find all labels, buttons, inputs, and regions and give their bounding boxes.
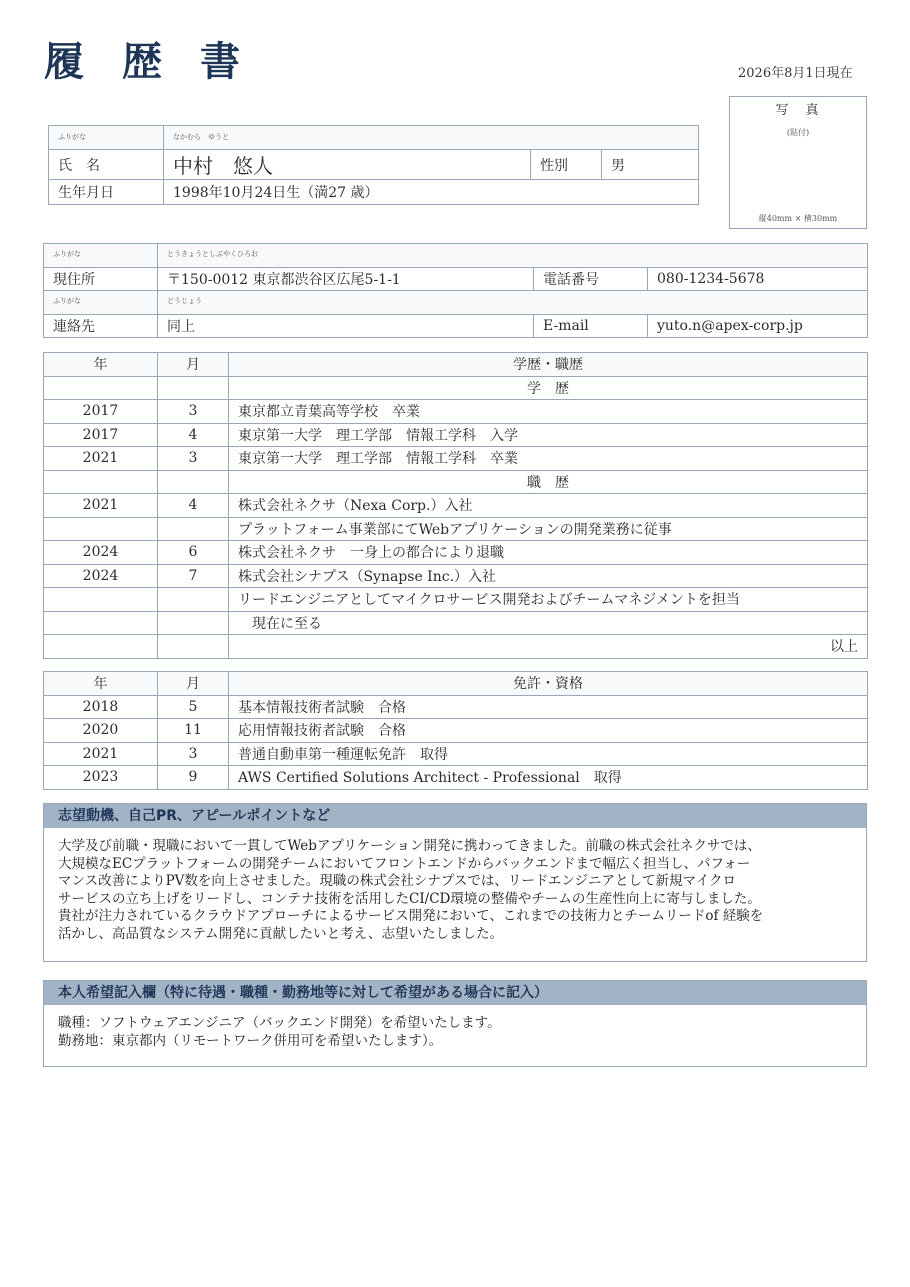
table-row xyxy=(44,611,868,635)
license-year: 2018 xyxy=(44,695,158,719)
as-of-date: 2026年8月1日現在 xyxy=(738,66,853,81)
address-label: 現住所 xyxy=(44,268,158,291)
table-row xyxy=(44,470,868,494)
license-month: 9 xyxy=(158,766,229,790)
table-row xyxy=(44,695,868,719)
license-content: 普通自動車第一種運転免許 取得 xyxy=(229,742,868,766)
pr-heading: 志望動機、自己PR、アピールポイントなど xyxy=(44,804,866,828)
license-month: 5 xyxy=(158,695,229,719)
history-month: 6 xyxy=(158,541,229,565)
address-value: 〒150-0012 東京都渋谷区広尾5-1-1 xyxy=(158,268,534,291)
license-table xyxy=(43,671,868,790)
history-year xyxy=(44,588,158,612)
history-month: 4 xyxy=(158,494,229,518)
birth-label: 生年月日 xyxy=(49,180,164,205)
document-title: 履歴書 xyxy=(44,38,278,85)
pr-line: マンス改善によりPV数を向上させました。現職の株式会社シナプスでは、リードエンジニアとして新規マイクロ xyxy=(58,873,736,889)
photo-size-note: 縦40mm × 横30mm xyxy=(758,214,838,223)
history-content: 現在に至る xyxy=(229,611,868,635)
wish-line: 職種：ソフトウェアエンジニア（バックエンド開発）を希望いたします。 xyxy=(58,1015,501,1031)
history-year: 2024 xyxy=(44,564,158,588)
history-content: 職 歴 xyxy=(229,470,868,494)
pr-line: 大規模なECプラットフォームの開発チームにおいてフロントエンドからバックエンドまで幅広く担当し、パフォー xyxy=(58,855,751,872)
history-header-month: 月 xyxy=(158,353,229,377)
history-content: リードエンジニアとしてマイクロサービス開発およびチームマネジメントを担当 xyxy=(229,588,868,612)
gender-value: 男 xyxy=(602,150,699,180)
furigana-label: ふりがな xyxy=(49,126,164,150)
license-header-month: 月 xyxy=(158,672,229,696)
wish-heading: 本人希望記入欄（特に待遇・職種・勤務地等に対して希望がある場合に記入） xyxy=(44,981,866,1005)
wish-body xyxy=(44,1005,866,1050)
history-year: 2021 xyxy=(44,447,158,471)
name-label: 氏 名 xyxy=(49,150,164,180)
history-content: プラットフォーム事業部にてWebアプリケーションの開発業務に従事 xyxy=(229,517,868,541)
history-month: 4 xyxy=(158,423,229,447)
table-row xyxy=(44,588,868,612)
address-furigana: とうきょうとしぶやくひろお xyxy=(158,244,868,268)
pr-line: 活かし、高品質なシステム開発に貢献したいと考え、志望いたしました。 xyxy=(58,925,503,942)
table-row xyxy=(44,494,868,518)
license-header-year: 年 xyxy=(44,672,158,696)
history-year xyxy=(44,470,158,494)
table-row xyxy=(44,376,868,400)
license-month: 11 xyxy=(158,719,229,743)
wish-line: 勤務地：東京都内（リモートワーク併用可を希望いたします）。 xyxy=(58,1032,443,1049)
history-content: 株式会社ネクサ 一身上の都合により退職 xyxy=(229,541,868,565)
name-value: 中村 悠人 xyxy=(164,150,531,180)
history-content: 以上 xyxy=(229,635,868,659)
history-year xyxy=(44,376,158,400)
license-content: 応用情報技術者試験 合格 xyxy=(229,719,868,743)
phone-label: 電話番号 xyxy=(534,268,648,291)
history-month xyxy=(158,635,229,659)
pr-line: サービスの立ち上げをリードし、コンテナ技術を活用したCI/CD環境の整備やチームの生産性向上に寄与しました。 xyxy=(58,890,761,907)
history-month xyxy=(158,588,229,612)
history-year xyxy=(44,611,158,635)
history-year: 2017 xyxy=(44,423,158,447)
license-content: AWS Certified Solutions Architect - Professional 取得 xyxy=(229,766,868,790)
table-row xyxy=(44,742,868,766)
table-row xyxy=(44,719,868,743)
address-furigana-label: ふりがな xyxy=(44,244,158,268)
history-header-year: 年 xyxy=(44,353,158,377)
history-month: 7 xyxy=(158,564,229,588)
history-content: 株式会社ネクサ（Nexa Corp.）入社 xyxy=(229,494,868,518)
contact-label: 連絡先 xyxy=(44,315,158,338)
history-content: 東京第一大学 理工学部 情報工学科 入学 xyxy=(229,423,868,447)
license-content: 基本情報技術者試験 合格 xyxy=(229,695,868,719)
license-header-content: 免許・資格 xyxy=(229,672,868,696)
table-row xyxy=(44,423,868,447)
history-year: 2017 xyxy=(44,400,158,424)
history-month: 3 xyxy=(158,400,229,424)
license-year: 2021 xyxy=(44,742,158,766)
pr-line: 貴社が注力されているクラウドアプローチによるサービス開発において、これまでの技術力とチームリードof 経験を xyxy=(58,908,764,924)
history-year: 2021 xyxy=(44,494,158,518)
table-row xyxy=(44,635,868,659)
birth-value: 1998年10月24日生（満27 歳） xyxy=(164,180,699,205)
table-row xyxy=(44,517,868,541)
history-content: 株式会社シナプス（Synapse Inc.）入社 xyxy=(229,564,868,588)
table-row xyxy=(44,766,868,790)
photo-paste-note: (貼付) xyxy=(786,128,810,137)
table-row xyxy=(44,541,868,565)
email-label: E-mail xyxy=(534,315,648,338)
phone-value: 080-1234-5678 xyxy=(648,268,868,291)
license-year: 2020 xyxy=(44,719,158,743)
table-row xyxy=(44,400,868,424)
pr-section xyxy=(43,803,867,962)
table-row xyxy=(44,447,868,471)
history-header-content: 学歴・職歴 xyxy=(229,353,868,377)
history-month xyxy=(158,470,229,494)
history-year xyxy=(44,635,158,659)
license-year: 2023 xyxy=(44,766,158,790)
history-table xyxy=(43,352,868,659)
pr-body xyxy=(44,828,866,943)
address-table xyxy=(43,243,868,338)
history-month xyxy=(158,376,229,400)
contact-furigana: どうじょう xyxy=(158,291,868,315)
photo-box xyxy=(729,96,867,229)
history-content: 東京第一大学 理工学部 情報工学科 卒業 xyxy=(229,447,868,471)
history-month xyxy=(158,517,229,541)
email-value: yuto.n@apex-corp.jp xyxy=(648,315,868,338)
history-content: 学 歴 xyxy=(229,376,868,400)
license-month: 3 xyxy=(158,742,229,766)
name-table xyxy=(48,125,699,205)
pr-line: 大学及び前職・現職において一貫してWebアプリケーション開発に携わってきました。前職の株式会社ネクサでは、 xyxy=(58,838,761,854)
contact-furigana-label: ふりがな xyxy=(44,291,158,315)
name-furigana: なかむら ゆうと xyxy=(164,126,699,150)
wish-section xyxy=(43,980,867,1067)
history-month xyxy=(158,611,229,635)
history-month: 3 xyxy=(158,447,229,471)
history-year xyxy=(44,517,158,541)
history-year: 2024 xyxy=(44,541,158,565)
table-row xyxy=(44,564,868,588)
history-content: 東京都立青葉高等学校 卒業 xyxy=(229,400,868,424)
contact-value: 同上 xyxy=(158,315,534,338)
photo-title: 写 真 xyxy=(775,103,821,118)
gender-label: 性別 xyxy=(531,150,602,180)
